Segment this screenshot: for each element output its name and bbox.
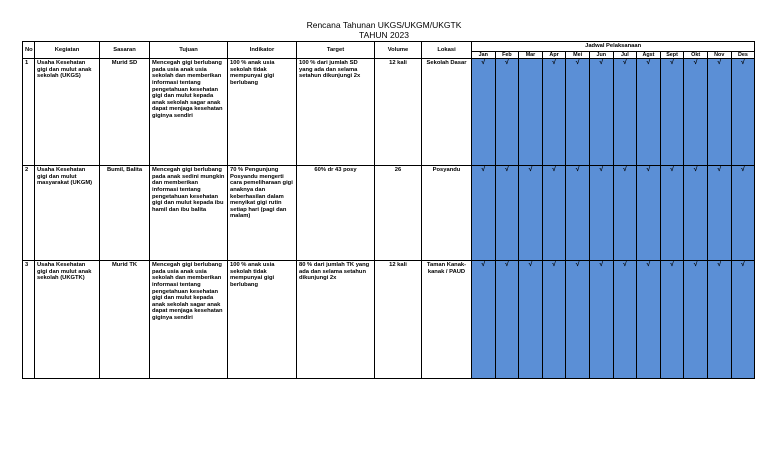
cell-tujuan: Mencegah gigi berlubang pada usia anak usia sekolah dan memberikan informasi tentang pengetahuan kesehatan gigi dan mulut kepada anak sekolah sagar anak dapat menjaga kesehatan giginya sendiri [150, 261, 228, 379]
schedule-cell-nov [707, 59, 731, 166]
check-mark: √ [599, 261, 604, 269]
check-mark: √ [622, 261, 627, 269]
header-tujuan: Tujuan [150, 42, 228, 59]
cell-target: 80 % dari jumlah TK yang ada dan selama setahun dikunjungi 2x [297, 261, 375, 379]
table-row [23, 166, 755, 261]
header-volume: Volume [375, 42, 422, 59]
header-row-1 [23, 42, 755, 52]
schedule-cell-mei [566, 166, 590, 261]
table-body [23, 59, 755, 379]
schedule-cell-nov [707, 261, 731, 379]
header-month-nov: Nov [707, 51, 731, 59]
cell-sasaran: Murid TK [100, 261, 150, 379]
check-mark: √ [552, 59, 556, 67]
check-mark: √ [646, 261, 651, 269]
check-mark: √ [528, 166, 533, 174]
schedule-cell-mar [519, 59, 543, 166]
check-mark: √ [575, 166, 580, 174]
header-month-mar: Mar [519, 51, 543, 59]
schedule-cell-mei [566, 261, 590, 379]
cell-volume: 26 [375, 166, 422, 261]
schedule-cell-mar [519, 166, 543, 261]
header-month-des: Des [731, 51, 755, 59]
schedule-cell-apr [542, 166, 566, 261]
header-month-jun: Jun [589, 51, 613, 59]
cell-lokasi: Sekolah Dasar [422, 59, 472, 166]
check-mark: √ [670, 261, 674, 269]
check-mark: √ [504, 261, 509, 269]
cell-indikator: 100 % anak usia sekolah tidak mempunyai gigi berlubang [228, 59, 297, 166]
header-month-agst: Agst [637, 51, 661, 59]
schedule-cell-agst [637, 59, 661, 166]
schedule-cell-agst [637, 166, 661, 261]
schedule-cell-okt [684, 166, 708, 261]
check-mark: √ [622, 166, 627, 174]
cell-no: 1 [23, 59, 35, 166]
schedule-cell-okt [684, 59, 708, 166]
table-row [23, 59, 755, 166]
annual-plan-table [22, 41, 755, 379]
schedule-cell-jan [472, 59, 496, 166]
check-mark: √ [552, 166, 556, 174]
check-mark: √ [481, 166, 486, 174]
schedule-cell-jul [613, 261, 637, 379]
schedule-cell-agst [637, 261, 661, 379]
schedule-cell-jul [613, 166, 637, 261]
cell-sasaran: Murid SD [100, 59, 150, 166]
cell-no: 3 [23, 261, 35, 379]
header-jadwal: Jadwal Pelaksanaan [472, 42, 755, 52]
header-month-sept: Sept [660, 51, 684, 59]
check-mark: √ [693, 261, 698, 269]
schedule-cell-nov [707, 166, 731, 261]
cell-kegiatan: Usaha Kesehatan gigi dan mulut masyarakat (UKGM) [35, 166, 100, 261]
header-month-jan: Jan [472, 51, 496, 59]
check-mark: √ [528, 261, 533, 269]
schedule-cell-des [731, 261, 755, 379]
schedule-cell-sept [660, 59, 684, 166]
header-no: No [23, 42, 35, 59]
check-mark: √ [599, 59, 604, 67]
cell-no: 2 [23, 166, 35, 261]
cell-kegiatan: Usaha Kesehatan gigi dan mulut anak sekolah (UKGS) [35, 59, 100, 166]
schedule-cell-sept [660, 261, 684, 379]
header-month-okt: Okt [684, 51, 708, 59]
check-mark: √ [552, 261, 556, 269]
check-mark: √ [740, 166, 745, 174]
cell-target: 60% dr 43 posy [297, 166, 375, 261]
schedule-cell-jun [589, 261, 613, 379]
check-mark: √ [740, 261, 745, 269]
header-sasaran: Sasaran [100, 42, 150, 59]
cell-sasaran: Bumil, Balita [100, 166, 150, 261]
header-month-mei: Mei [566, 51, 590, 59]
title-line-1: Rencana Tahunan UKGS/UKGM/UKGTK [306, 20, 462, 30]
check-mark: √ [693, 59, 698, 67]
schedule-cell-feb [495, 59, 519, 166]
schedule-cell-mei [566, 59, 590, 166]
header-lokasi: Lokasi [422, 42, 472, 59]
table-row [23, 261, 755, 379]
check-mark: √ [504, 166, 509, 174]
cell-indikator: 70 % Pengunjung Posyandu mengerti cara pemeliharaan gigi anaknya dan keberhasilan dalam menyikat gigi rutin setiap hari (pagi dan malam) [228, 166, 297, 261]
check-mark: √ [504, 59, 509, 67]
schedule-cell-mar [519, 261, 543, 379]
check-mark: √ [717, 166, 722, 174]
header-month-jul: Jul [613, 51, 637, 59]
check-mark: √ [717, 261, 722, 269]
schedule-cell-okt [684, 261, 708, 379]
schedule-cell-des [731, 166, 755, 261]
document-title [0, 20, 768, 40]
cell-tujuan: Mencegah gigi berlubang pada anak sedini mungkin dan memberikan informasi tentang pengetahuan kesehatan gigi dan mulut kepada ibu hamil dan ibu balita [150, 166, 228, 261]
schedule-cell-des [731, 59, 755, 166]
cell-indikator: 100 % anak usia sekolah tidak mempunyai gigi berlubang [228, 261, 297, 379]
header-month-feb: Feb [495, 51, 519, 59]
schedule-cell-apr [542, 59, 566, 166]
check-mark: √ [740, 59, 745, 67]
schedule-cell-jun [589, 59, 613, 166]
schedule-cell-sept [660, 166, 684, 261]
check-mark: √ [646, 166, 651, 174]
check-mark: √ [481, 261, 486, 269]
cell-tujuan: Mencegah gigi berlubang pada usia anak usia sekolah dan memberikan informasi tentang pengetahuan kesehatan gigi dan mulut kepada anak sekolah sagar anak dapat menjaga kesehatan giginya sendiri [150, 59, 228, 166]
schedule-cell-jan [472, 166, 496, 261]
check-mark: √ [622, 59, 627, 67]
schedule-cell-feb [495, 166, 519, 261]
check-mark: √ [717, 59, 722, 67]
header-target: Target [297, 42, 375, 59]
check-mark: √ [646, 59, 651, 67]
cell-kegiatan: Usaha Kesehatan gigi dan mulut anak sekolah (UKGTK) [35, 261, 100, 379]
check-mark: √ [575, 261, 580, 269]
cell-volume: 12 kali [375, 59, 422, 166]
check-mark: √ [599, 166, 604, 174]
check-mark: √ [575, 59, 580, 67]
schedule-cell-apr [542, 261, 566, 379]
cell-lokasi: Posyandu [422, 166, 472, 261]
header-kegiatan: Kegiatan [35, 42, 100, 59]
schedule-cell-jun [589, 166, 613, 261]
schedule-cell-jan [472, 261, 496, 379]
title-line-2: TAHUN 2023 [359, 30, 409, 40]
check-mark: √ [481, 59, 486, 67]
schedule-cell-feb [495, 261, 519, 379]
check-mark: √ [670, 59, 674, 67]
cell-target: 100 % dari jumlah SD yang ada dan selama setahun dikunjungi 2x [297, 59, 375, 166]
header-indikator: Indikator [228, 42, 297, 59]
header-month-apr: Apr [542, 51, 566, 59]
schedule-cell-jul [613, 59, 637, 166]
check-mark: √ [670, 166, 674, 174]
check-mark: √ [693, 166, 698, 174]
cell-volume: 12 kali [375, 261, 422, 379]
cell-lokasi: Taman Kanak-kanak / PAUD [422, 261, 472, 379]
